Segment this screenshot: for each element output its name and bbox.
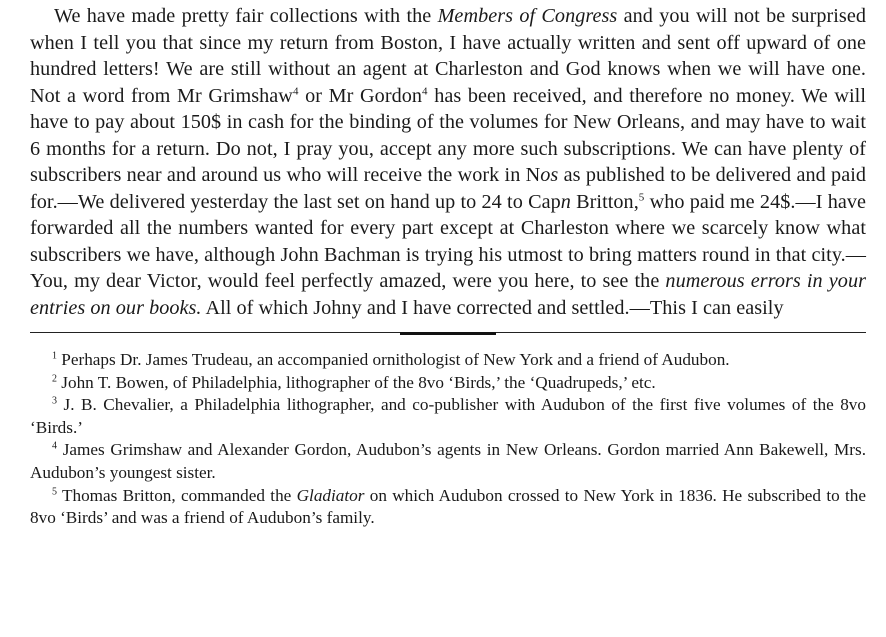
emphasis-os: os	[540, 164, 559, 186]
footnote-text: John T. Bowen, of Philadelphia, lithographer of the 8vo ‘Birds,’ the ‘Quadrupeds,’ etc.	[57, 372, 656, 392]
footnote-text: James Grimshaw and Alexander Gordon, Audubon’s agents in New Orleans. Gordon married Ann Bakewell, Mrs. Audubon’s youngest sister.	[30, 440, 866, 482]
text-run: who paid me 24$.—I have forwarded all the numbers wanted for every part except at Charleston where we scarcely know what subscribers we have, although John Bachman is trying his utmost to bring matters round in that city.—You, my dear Victor, would feel perfectly amazed, were you here, to see the	[30, 190, 867, 292]
text-run: as published to be delivered and paid for.—We delivered yesterday the last set on hand up to 24 to Cap	[30, 164, 867, 213]
footnotes	[30, 349, 866, 530]
footnote-ref: 4	[422, 84, 428, 97]
footnote-4	[30, 439, 866, 484]
footnote-number: 5	[52, 485, 57, 497]
letter-paragraph	[30, 0, 866, 321]
footnote-number: 3	[52, 395, 57, 407]
text-run: All of which Johny and I have corrected and settled.—This I can easily	[201, 296, 784, 319]
footnote-divider-center	[400, 332, 496, 335]
footnote-3	[30, 394, 866, 439]
footnote-ref: 5	[638, 190, 645, 203]
text-run: has been received, and therefore no money. We will have to pay about 150$ in cash for the binding of the volumes for New Orleans, and may have to wait 6 months for a return. Do not, I pray you, accept any more such subscriptions. We can have plenty of subscribers near and around us who will receive the work in N	[30, 84, 866, 186]
footnote-ref: 4	[292, 84, 299, 97]
text-run: or Mr Gordon	[298, 84, 423, 107]
footnote-number: 4	[52, 440, 57, 452]
footnote-1	[30, 349, 866, 372]
text-run: and you will not be surprised when I tell you that since my return from Boston, I have actually written and sent off upward of one hundred letters! We are still without an agent at Charleston and God knows when we will have one. Not a word from Mr Grimshaw	[30, 5, 866, 107]
emphasis-n: n	[560, 190, 571, 213]
footnote-2	[30, 372, 866, 395]
footnote-text: Thomas Britton, commanded the	[57, 485, 297, 505]
text-run: Britton,	[570, 190, 639, 213]
footnote-emphasis-gladiator: Gladiator	[296, 485, 365, 505]
footnote-number: 1	[52, 350, 57, 362]
footnote-5	[30, 485, 866, 530]
emphasis-numerous-errors: numerous errors in your entries on our books.	[30, 270, 866, 319]
footnote-text: Perhaps Dr. James Trudeau, an accompanied ornithologist of New York and a friend of Audubon.	[57, 350, 730, 369]
footnote-number: 2	[52, 372, 57, 384]
document-page	[30, 0, 866, 530]
footnote-text: J. B. Chevalier, a Philadelphia lithographer, and co-publisher with Audubon of the first five volumes of the 8vo ‘Birds.’	[30, 395, 866, 437]
emphasis-members-of-congress: Members of Congress	[437, 5, 618, 27]
footnote-text: on which Audubon crossed to New York in 1836. He subscribed to the 8vo ‘Birds’ and was a friend of Audubon’s family.	[30, 485, 866, 528]
footnote-divider	[30, 332, 866, 335]
text-run: We have made pretty fair collections with the	[54, 5, 438, 27]
